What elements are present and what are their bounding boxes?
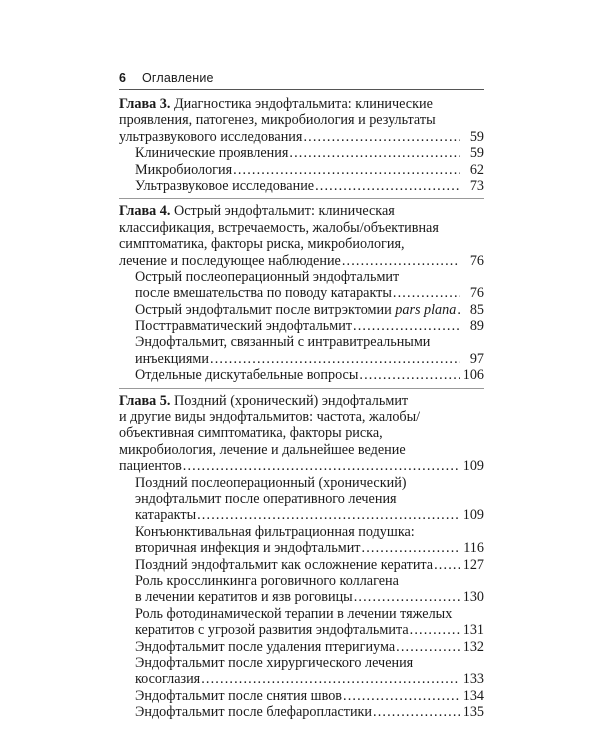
toc-line-text: Поздний (хронический) эндофтальмит — [173, 392, 409, 409]
toc-line-text: Роль кросслинкинга роговичного коллагена — [135, 572, 399, 589]
toc-line — [135, 334, 484, 350]
toc-line-text: пациентов — [119, 458, 182, 475]
chapter-label: Глава 5. — [119, 392, 171, 409]
toc-line-text: Отдельные дискутабельные вопросы — [135, 367, 359, 384]
toc-line — [119, 203, 484, 219]
toc-line — [119, 112, 484, 128]
toc-page-number: 109 — [462, 458, 484, 475]
toc-line-text: Конъюнктивальная фильтрационная подушка: — [135, 523, 415, 540]
toc-line-text: Поздний послеоперационный (хронический) — [135, 474, 407, 491]
toc-line-text: и другие виды эндофтальмитов: частота, жалобы/ — [119, 409, 421, 426]
toc-section-entry[interactable] — [119, 655, 484, 688]
toc-line-text: классификация, встречаемость, жалобы/объективная — [119, 219, 439, 236]
toc-chapter-entry[interactable] — [119, 393, 484, 475]
chapter-separator — [119, 198, 484, 199]
toc-page-number: 135 — [462, 704, 484, 721]
toc-page-number: 97 — [469, 350, 484, 367]
dot-leader — [373, 704, 460, 720]
toc-line-text: Микробиология — [135, 161, 233, 178]
toc-line — [119, 393, 484, 409]
dot-leader — [201, 671, 460, 687]
toc-line — [119, 220, 484, 236]
dot-leader — [315, 178, 460, 194]
dot-leader — [434, 557, 460, 573]
toc-section-entry[interactable] — [119, 334, 484, 367]
toc-line — [119, 409, 484, 425]
toc-section-entry[interactable] — [119, 269, 484, 302]
dot-leader — [410, 622, 460, 638]
toc-line — [119, 425, 484, 441]
toc-line — [135, 491, 484, 507]
dot-leader — [197, 507, 460, 523]
toc-line-text: ультразвукового исследования — [119, 128, 303, 145]
dot-leader — [233, 162, 460, 178]
toc-section-entry[interactable] — [119, 704, 484, 720]
toc-line — [119, 458, 484, 474]
toc-line — [119, 253, 484, 269]
toc-line — [135, 269, 484, 285]
toc-chapter-entry[interactable] — [119, 96, 484, 145]
toc-chapter-entry[interactable] — [119, 203, 484, 269]
toc-page-number: 76 — [469, 252, 484, 269]
toc-page-number: 131 — [462, 622, 484, 639]
toc-line — [135, 285, 484, 301]
toc-line-text: Эндофтальмит после хирургического лечения — [135, 654, 414, 671]
toc-line-text: Ультразвуковое исследование — [135, 177, 315, 194]
toc-section-entry[interactable] — [119, 162, 484, 178]
toc-page-number: 73 — [469, 177, 484, 194]
toc-page-number: 134 — [462, 687, 484, 704]
toc-page-number: 130 — [462, 589, 484, 606]
toc-section-entry[interactable] — [119, 178, 484, 194]
toc-line-text: Острый эндофтальмит после витрэктомии — [135, 301, 392, 318]
toc-page-number: 132 — [462, 638, 484, 655]
toc-line — [135, 655, 484, 671]
dot-leader — [457, 302, 460, 318]
toc-line-text: Посттравматический эндофтальмит — [135, 318, 353, 335]
toc-line — [119, 236, 484, 252]
toc-line-text: симптоматика, факторы риска, микробиология, — [119, 236, 405, 253]
dot-leader — [289, 145, 460, 161]
dot-leader — [354, 589, 460, 605]
toc-section-entry[interactable] — [119, 145, 484, 161]
toc-line-text: Диагностика эндофтальмита: клинические — [173, 96, 433, 112]
toc-line-text: Острый эндофтальмит: клиническая — [173, 203, 395, 220]
chapter-label: Глава 4. — [119, 203, 171, 220]
toc-section-entry[interactable] — [119, 475, 484, 524]
toc-page-number: 59 — [469, 128, 484, 145]
toc-section-entry[interactable] — [119, 557, 484, 573]
toc-line — [135, 145, 484, 161]
dot-leader — [342, 253, 460, 269]
toc-line-text: косоглазия — [135, 671, 201, 688]
toc-page-number: 85 — [469, 301, 484, 318]
toc-section-entry[interactable] — [119, 573, 484, 606]
toc-line — [135, 573, 484, 589]
header-title: Оглавление — [142, 71, 214, 85]
toc-line-text: катаракты — [135, 507, 197, 524]
toc-page-number: 62 — [469, 161, 484, 178]
toc-line — [135, 671, 484, 687]
toc-line-text: Эндофтальмит, связанный с интравитреальными — [135, 334, 431, 351]
toc-line — [135, 704, 484, 720]
toc-line — [135, 162, 484, 178]
chapter-separator — [119, 388, 484, 389]
toc-line — [135, 302, 484, 318]
toc-line — [135, 351, 484, 367]
dot-leader — [353, 318, 460, 334]
toc-line-text: Эндофтальмит после удаления птеригиума — [135, 638, 396, 655]
toc-page-number: 76 — [469, 285, 484, 302]
toc-line-text: Роль фотодинамической терапии в лечении тяжелых — [135, 605, 453, 622]
toc-line — [135, 178, 484, 194]
toc-page-number: 59 — [469, 145, 484, 162]
toc-line — [135, 507, 484, 523]
toc-section-entry[interactable] — [119, 639, 484, 655]
toc-section-entry[interactable] — [119, 367, 484, 383]
toc-line — [135, 688, 484, 704]
toc-line — [119, 129, 484, 145]
dot-leader — [359, 367, 460, 383]
toc-line-text: инъекциями — [135, 350, 209, 367]
toc-section-entry[interactable] — [119, 606, 484, 639]
header-rule — [119, 89, 484, 90]
toc-line — [135, 524, 484, 540]
toc-line-text: лечение и последующее наблюдение — [119, 252, 341, 269]
toc-line-text: Эндофтальмит после снятия швов — [135, 687, 342, 704]
toc-line-text: проявления, патогенез, микробиология и результаты — [119, 112, 436, 129]
toc-line-text: в лечении кератитов и язв роговицы — [135, 589, 353, 606]
toc-line-text: после вмешательства по поводу катаракты — [135, 285, 392, 302]
toc-line-text: микробиология, лечение и дальнейшее ведение — [119, 441, 406, 458]
toc-line-text: эндофтальмит после оперативного лечения — [135, 490, 397, 507]
dot-leader — [393, 285, 460, 301]
toc-page-number: 116 — [463, 540, 484, 557]
toc-line — [135, 540, 484, 556]
toc-line — [135, 622, 484, 638]
toc-line — [119, 442, 484, 458]
toc-line — [135, 318, 484, 334]
toc-line — [135, 557, 484, 573]
chapter-label: Глава 3. — [119, 96, 171, 112]
toc-page-number: 133 — [462, 671, 484, 688]
toc-line-text: объективная симптоматика, факторы риска, — [119, 425, 383, 442]
dot-leader — [362, 540, 460, 556]
dot-leader — [396, 639, 460, 655]
toc-line-text: Эндофтальмит после блефаропластики — [135, 704, 373, 721]
toc-line — [135, 475, 484, 491]
toc-line-text: вторичная инфекция и эндофтальмит — [135, 540, 361, 557]
toc-page-number: 106 — [462, 367, 484, 384]
toc-line — [119, 96, 484, 112]
dot-leader — [343, 688, 460, 704]
toc-line-text: Острый послеоперационный эндофтальмит — [135, 268, 400, 285]
toc-line — [135, 367, 484, 383]
dot-leader — [210, 351, 460, 367]
toc-page-number: 127 — [462, 556, 484, 573]
italic-term: pars plana — [395, 301, 457, 318]
toc-line-text: Поздний эндофтальмит как осложнение кератита — [135, 556, 434, 573]
table-of-contents — [119, 96, 484, 720]
toc-page-number: 109 — [462, 507, 484, 524]
toc-line — [135, 606, 484, 622]
toc-line — [135, 589, 484, 605]
dot-leader — [303, 129, 460, 145]
toc-section-entry[interactable] — [119, 524, 484, 557]
toc-section-entry[interactable] — [119, 318, 484, 334]
dot-leader — [183, 458, 460, 474]
toc-line — [135, 639, 484, 655]
toc-line-text: кератитов с угрозой развития эндофтальмита — [135, 622, 409, 639]
toc-line-text: Клинические проявления — [135, 145, 289, 162]
page-number: 6 — [119, 71, 126, 85]
toc-page-number: 89 — [469, 318, 484, 335]
toc-section-entry[interactable] — [119, 688, 484, 704]
toc-section-entry[interactable] — [119, 302, 484, 318]
running-header — [119, 68, 484, 90]
